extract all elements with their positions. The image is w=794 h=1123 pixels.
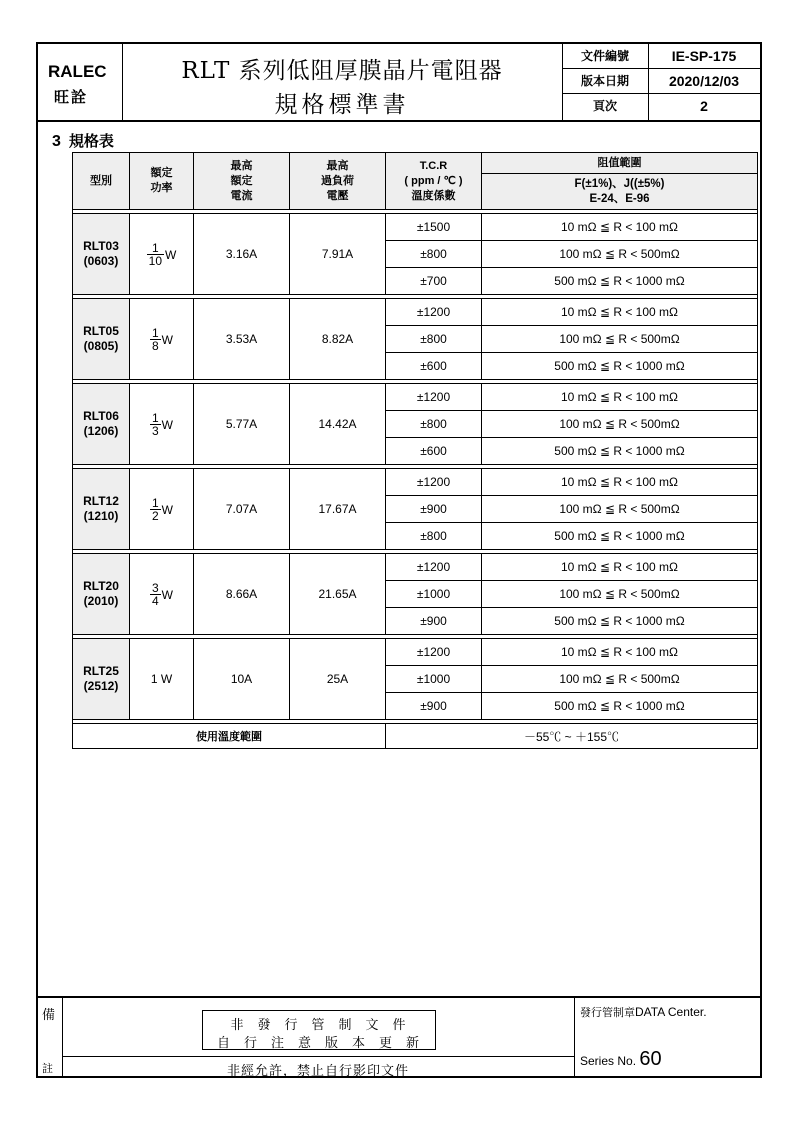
power-unit: W [165, 247, 177, 262]
tcr-cell: ±600 [386, 353, 482, 380]
resistance-range-cell: 10 mΩ ≦ R < 100 mΩ [482, 639, 758, 666]
series-number [580, 1048, 662, 1071]
current-cell: 7.07A [194, 469, 290, 550]
fraction-numerator: 1 [147, 242, 164, 255]
model-cell: RLT12 (1210) [73, 469, 130, 550]
title-line-2: 規格標準書 [274, 92, 410, 118]
section-title: 規格表 [68, 132, 114, 150]
voltage-cell: 25A [290, 639, 386, 720]
issuer-zh: 發行管制章 [580, 1006, 635, 1019]
meta-key: 版本日期 [562, 69, 649, 93]
resistance-range-cell: 500 mΩ ≦ R < 1000 mΩ [482, 438, 758, 465]
power-unit: W [161, 417, 173, 432]
resistance-range-cell: 100 mΩ ≦ R < 500mΩ [482, 241, 758, 268]
resistance-range-cell: 10 mΩ ≦ R < 100 mΩ [482, 299, 758, 326]
tcr-cell: ±1000 [386, 666, 482, 693]
tcr-cell: ±1000 [386, 581, 482, 608]
tcr-cell: ±800 [386, 241, 482, 268]
model-cell: RLT05 (0805) [73, 299, 130, 380]
remarks-label-bottom: 註 [42, 1062, 53, 1075]
resistance-range-cell: 10 mΩ ≦ R < 100 mΩ [482, 469, 758, 496]
header-range: 阻值範圍 [482, 153, 758, 174]
temp-range-label: 使用溫度範圍 [73, 724, 386, 749]
meta-value: IE-SP-175 [671, 48, 737, 64]
tcr-cell: ±1200 [386, 554, 482, 581]
tcr-cell: ±900 [386, 608, 482, 635]
tcr-cell: ±1500 [386, 214, 482, 241]
resistance-range-cell: 10 mΩ ≦ R < 100 mΩ [482, 554, 758, 581]
brand-name-zh: 旺詮 [54, 88, 89, 106]
header-tcr: T.C.R ( ppm / ℃ ) 溫度係數 [386, 153, 482, 210]
fraction-numerator: 1 [151, 411, 159, 425]
table-row [73, 554, 758, 581]
current-cell: 8.66A [194, 554, 290, 635]
section-heading [52, 130, 114, 151]
current-cell: 5.77A [194, 384, 290, 465]
tcr-cell: ±900 [386, 693, 482, 720]
meta-row-version-date [562, 69, 760, 94]
power-cell [130, 469, 194, 550]
resistance-range-cell: 10 mΩ ≦ R < 100 mΩ [482, 214, 758, 241]
remarks-label-top: 備 [42, 1008, 56, 1023]
uncontrolled-stamp [202, 1010, 436, 1050]
header-power: 額定 功率 [130, 153, 194, 210]
current-cell: 3.53A [194, 299, 290, 380]
brand-name-en: RALEC [48, 62, 107, 81]
table-row [73, 214, 758, 241]
tcr-cell: ±1200 [386, 299, 482, 326]
tcr-cell: ±900 [386, 496, 482, 523]
spec-table-body [73, 210, 758, 720]
stamp-line-2: 自行注意版本更新 [216, 1036, 433, 1051]
table-row [73, 384, 758, 411]
model-cell: RLT06 (1206) [73, 384, 130, 465]
voltage-cell: 8.82A [290, 299, 386, 380]
document-title [122, 44, 563, 120]
copy-notice: 非經允許，禁止自行影印文件 [226, 1064, 409, 1079]
tcr-cell: ±1200 [386, 469, 482, 496]
power-fraction [150, 582, 173, 607]
power-fraction [147, 242, 177, 267]
spec-table [72, 152, 758, 749]
power-unit: W [161, 332, 173, 347]
tcr-cell: ±1200 [386, 639, 482, 666]
power-fraction [150, 412, 173, 437]
resistance-range-cell: 10 mΩ ≦ R < 100 mΩ [482, 384, 758, 411]
resistance-range-cell: 100 mΩ ≦ R < 500mΩ [482, 666, 758, 693]
power-unit: W [161, 587, 173, 602]
meta-row-doc-number [562, 44, 760, 69]
fraction [150, 497, 161, 522]
tcr-cell: ±800 [386, 523, 482, 550]
document-footer [38, 996, 760, 1078]
footer-notice-area [62, 998, 575, 1078]
fraction [150, 582, 161, 607]
tcr-cell: ±1200 [386, 384, 482, 411]
fraction-numerator: 1 [151, 496, 159, 510]
power-cell [130, 214, 194, 295]
document-frame [36, 42, 762, 1078]
table-row [73, 469, 758, 496]
meta-value: 2 [700, 98, 708, 114]
resistance-range-cell: 500 mΩ ≦ R < 1000 mΩ [482, 268, 758, 295]
fraction [147, 242, 164, 267]
tcr-cell: ±600 [386, 438, 482, 465]
voltage-cell: 14.42A [290, 384, 386, 465]
meta-key: 文件編號 [562, 44, 649, 68]
header-model: 型別 [73, 153, 130, 210]
power-cell: 1 W [130, 639, 194, 720]
fraction [150, 327, 161, 352]
power-cell [130, 554, 194, 635]
fraction-numerator: 3 [151, 581, 159, 595]
model-cell: RLT20 (2010) [73, 554, 130, 635]
voltage-cell: 7.91A [290, 214, 386, 295]
resistance-range-cell: 500 mΩ ≦ R < 1000 mΩ [482, 523, 758, 550]
temp-range-value: －55℃ ~ ＋155℃ [386, 724, 758, 749]
table-row [73, 639, 758, 666]
voltage-cell: 21.65A [290, 554, 386, 635]
resistance-range-cell: 500 mΩ ≦ R < 1000 mΩ [482, 608, 758, 635]
resistance-range-cell: 100 mΩ ≦ R < 500mΩ [482, 581, 758, 608]
remarks-column [38, 998, 63, 1078]
power-fraction [150, 327, 173, 352]
stamp-line-1: 非發行管制文件 [230, 1018, 420, 1033]
title-line-1: RLT 系列低阻厚膜晶片電阻器 [181, 58, 503, 84]
resistance-range-cell: 500 mΩ ≦ R < 1000 mΩ [482, 353, 758, 380]
meta-value: 2020/12/03 [668, 73, 740, 89]
meta-row-page [562, 94, 760, 120]
company-brand [38, 44, 123, 120]
resistance-range-cell: 100 mΩ ≦ R < 500mΩ [482, 411, 758, 438]
tcr-cell: ±700 [386, 268, 482, 295]
current-cell: 3.16A [194, 214, 290, 295]
power-cell [130, 384, 194, 465]
model-cell: RLT03 (0603) [73, 214, 130, 295]
tcr-cell: ±800 [386, 411, 482, 438]
meta-key: 頁次 [562, 94, 649, 120]
table-row [73, 299, 758, 326]
document-header [38, 44, 760, 122]
series-value: 60 [639, 1048, 662, 1070]
model-cell: RLT25 (2512) [73, 639, 130, 720]
tcr-cell: ±800 [386, 326, 482, 353]
fraction-denominator: 4 [151, 594, 159, 608]
fraction-denominator: 3 [151, 424, 159, 438]
issuer-area [574, 998, 760, 1078]
resistance-range-cell: 100 mΩ ≦ R < 500mΩ [482, 326, 758, 353]
issuer-label [580, 1004, 707, 1020]
section-number: 3 [52, 133, 61, 150]
header-range-sub: F(±1%)、J((±5%) E-24、E-96 [482, 174, 758, 210]
footer-divider [62, 1056, 574, 1057]
document-meta [562, 44, 760, 120]
header-voltage: 最高 過負荷 電壓 [290, 153, 386, 210]
fraction-denominator: 8 [151, 339, 159, 353]
fraction-numerator: 1 [151, 326, 159, 340]
resistance-range-cell: 500 mΩ ≦ R < 1000 mΩ [482, 693, 758, 720]
voltage-cell: 17.67A [290, 469, 386, 550]
power-unit: W [161, 502, 173, 517]
resistance-range-cell: 100 mΩ ≦ R < 500mΩ [482, 496, 758, 523]
fraction-denominator: 10 [148, 254, 163, 268]
issuer-en: DATA Center. [635, 1005, 707, 1019]
current-cell: 10A [194, 639, 290, 720]
power-fraction [150, 497, 173, 522]
series-label: Series No. [580, 1054, 637, 1068]
fraction-denominator: 2 [151, 509, 159, 523]
fraction [150, 412, 161, 437]
header-current: 最高 額定 電流 [194, 153, 290, 210]
power-cell [130, 299, 194, 380]
